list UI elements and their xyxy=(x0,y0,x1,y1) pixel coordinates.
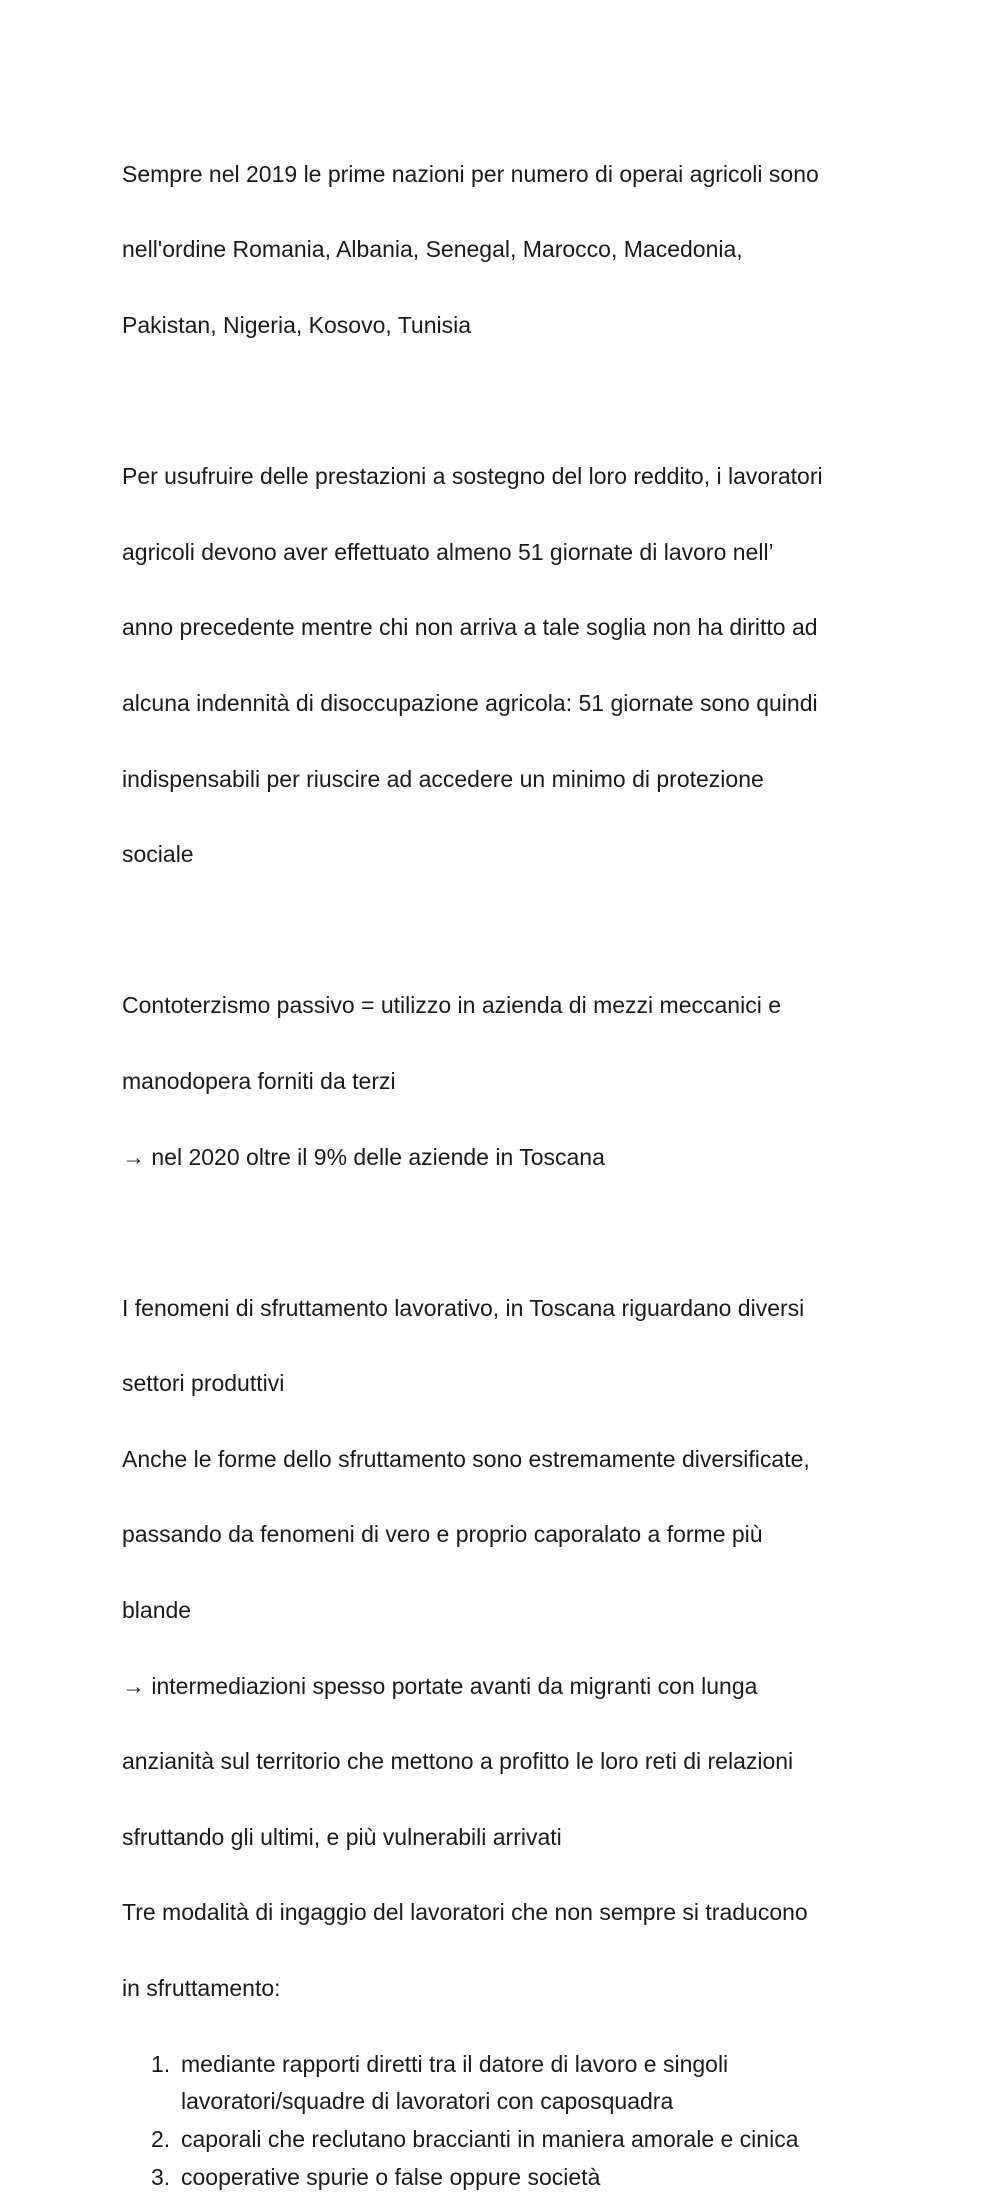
list-number: 2. xyxy=(151,2126,171,2153)
text-line: Per usufruire delle prestazioni a sostegno del loro reddito, i lavoratori xyxy=(122,463,823,490)
text-line: blande xyxy=(122,1597,192,1624)
numbered-list xyxy=(122,2046,892,2197)
text-line: → nel 2020 oltre il 9% delle aziende in Toscana xyxy=(122,1143,605,1170)
text-line: anzianità sul territorio che mettono a profitto le loro reti di relazioni xyxy=(122,1748,794,1775)
list-item xyxy=(122,2121,892,2159)
text-line: cooperative spurie o false oppure società xyxy=(181,2164,601,2191)
text-line: anno precedente mentre chi non arriva a tale soglia non ha diritto ad xyxy=(122,614,818,641)
text-line: Pakistan, Nigeria, Kosovo, Tunisia xyxy=(122,311,472,338)
list-number: 1. xyxy=(151,2050,171,2077)
list-item xyxy=(122,2046,892,2122)
text-line: agricoli devono aver effettuato almeno 51 giornate di lavoro nell’ xyxy=(122,538,774,565)
text-line: Sempre nel 2019 le prime nazioni per numero di operai agricoli sono xyxy=(122,160,819,187)
text-line: in sfruttamento: xyxy=(122,1975,281,2002)
text-line: Contoterzismo passivo = utilizzo in azienda di mezzi meccanici e xyxy=(122,992,781,1019)
text-line: I fenomeni di sfruttamento lavorativo, in Toscana riguardano diversi xyxy=(122,1294,805,1321)
text-line: manodopera forniti da terzi xyxy=(122,1067,396,1094)
text-line: passando da fenomeni di vero e proprio caporalato a forme più xyxy=(122,1521,763,1548)
text-line: alcuna indennità di disoccupazione agricola: 51 giornate sono quindi xyxy=(122,689,818,716)
text-line: indispensabili per riuscire ad accedere un minimo di protezione xyxy=(122,765,764,792)
text-line: lavoratori/squadre di lavoratori con caposquadra xyxy=(181,2088,674,2115)
text-line: sociale xyxy=(122,841,194,868)
document-page xyxy=(122,118,892,2197)
text-line: settori produttivi xyxy=(122,1370,285,1397)
list-item xyxy=(122,2159,892,2197)
paragraph-contoterzismo xyxy=(122,950,892,1215)
text-line: Tre modalità di ingaggio del lavoratori che non sempre si traducono xyxy=(122,1899,808,1926)
list-number: 3. xyxy=(151,2164,171,2191)
text-line: sfruttando gli ultimi, e più vulnerabili arrivati xyxy=(122,1823,562,1850)
paragraph-benefits xyxy=(122,420,892,911)
text-line: mediante rapporti diretti tra il datore di lavoro e singoli xyxy=(181,2050,729,2077)
text-line: caporali che reclutano braccianti in maniera amorale e cinica xyxy=(181,2126,799,2153)
paragraph-exploitation xyxy=(122,1252,892,2046)
paragraph-nationalities xyxy=(122,118,892,383)
text-line: → intermediazioni spesso portate avanti da migranti con lunga xyxy=(122,1672,758,1699)
text-line: Anche le forme dello sfruttamento sono estremamente diversificate, xyxy=(122,1445,810,1472)
text-line: nell'ordine Romania, Albania, Senegal, Marocco, Macedonia, xyxy=(122,236,743,263)
